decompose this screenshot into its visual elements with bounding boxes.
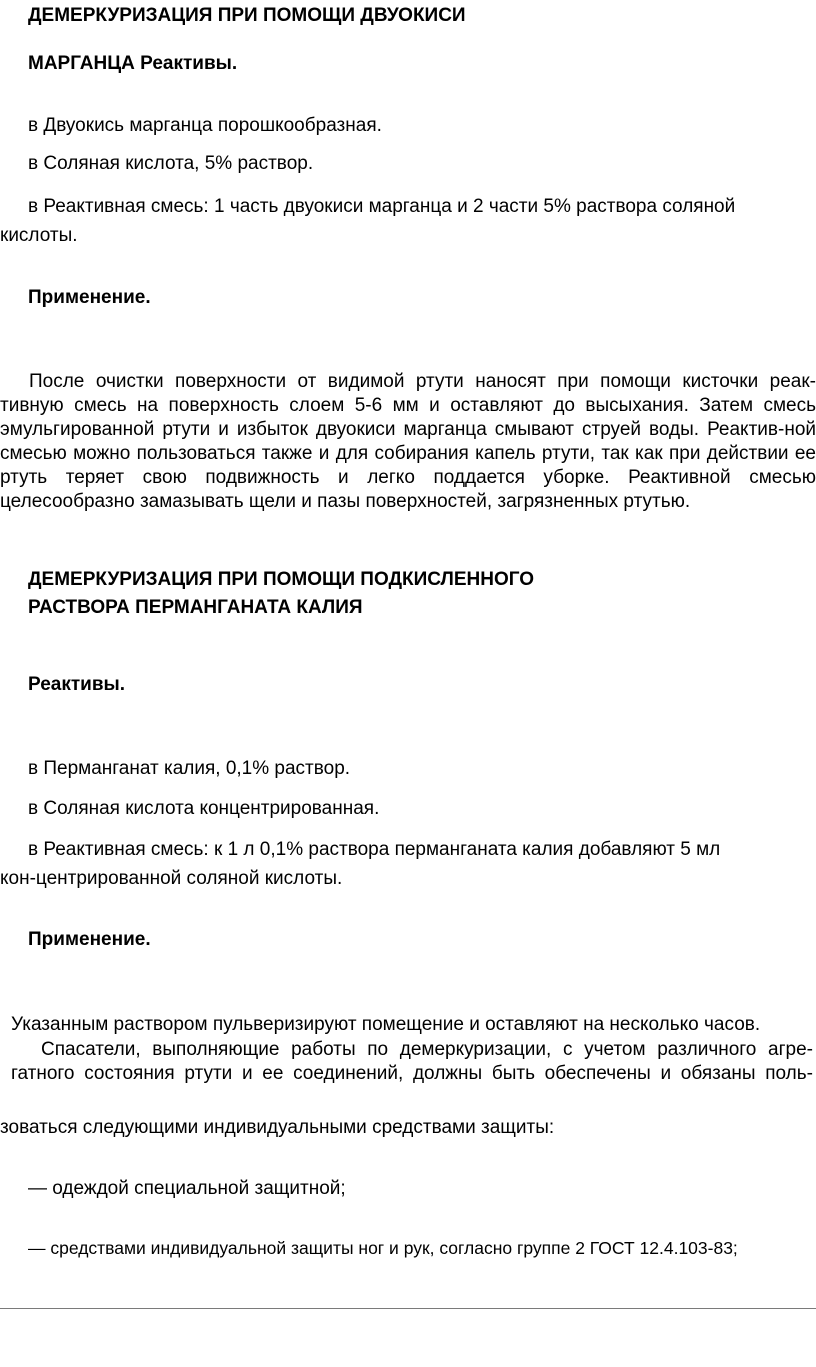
list-item: в Соляная кислота, 5% раствор. [28,153,314,174]
protection-item: — одеждой специальной защитной; [28,1178,346,1199]
reagents-heading: Реактивы. [28,674,126,695]
section-title-line-1: ДЕМЕРКУРИЗАЦИЯ ПРИ ПОМОЩИ ДВУОКИСИ [28,5,466,26]
paragraph-line: эмульгированной ртути и избыток двуокиси марганца смывают струей воды. Реактив-ной [0,419,816,440]
list-item: в Реактивная смесь: к 1 л 0,1% раствора перманганата калия добавляют 5 мл [28,839,721,860]
paragraph-line: Спасатели, выполняющие работы по демеркуризации, с учетом различного агре- [41,1039,813,1060]
paragraph-line: тивную смесь на поверхность слоем 5-6 мм и оставляют до высыхания. Затем смесь [0,395,816,416]
usage-heading: Применение. [28,287,151,308]
list-item: в Соляная кислота концентрированная. [28,798,380,819]
page-divider [0,1308,816,1309]
paragraph-line: целесообразно замазывать щели и пазы поверхностей, загрязненных ртутью. [0,491,691,512]
paragraph-line: смесью можно пользоваться также и для собирания капель ртути, так как при действии ее [0,443,816,464]
list-item: в Реактивная смесь: 1 часть двуокиси марганца и 2 части 5% раствора соляной [28,196,736,217]
usage-heading: Применение. [28,929,151,950]
list-item: в Перманганат калия, 0,1% раствор. [28,758,351,779]
protection-item: — средствами индивидуальной защиты ног и рук, согласно группе 2 ГОСТ 12.4.103-83; [28,1238,738,1258]
list-item: в Двуокись марганца порошкообразная. [28,115,382,136]
list-item-continuation: кон-центрированной соляной кислоты. [0,868,343,889]
list-item-continuation: кислоты. [0,225,78,246]
section-title-line-1: ДЕМЕРКУРИЗАЦИЯ ПРИ ПОМОЩИ ПОДКИСЛЕННОГО [28,569,535,590]
section-title-line-2: МАРГАНЦА Реактивы. [28,53,238,74]
usage-line: зоваться следующими индивидуальными средствами защиты: [0,1117,555,1138]
usage-paragraph [0,370,816,514]
paragraph-line: гатного состояния ртути и ее соединений, должны быть обеспечены и обязаны поль- [11,1063,813,1084]
section-title-line-2: РАСТВОРА ПЕРМАНГАНАТА КАЛИЯ [28,597,363,618]
paragraph-line: После очистки поверхности от видимой ртути наносят при помощи кисточки реак- [29,371,816,392]
usage-paragraph [11,1038,813,1086]
paragraph-line: ртуть теряет свою подвижность и легко поддается уборке. Реактивной смесью [0,467,816,488]
usage-line: Указанным раствором пульверизируют помещение и оставляют на несколько часов. [11,1014,761,1035]
